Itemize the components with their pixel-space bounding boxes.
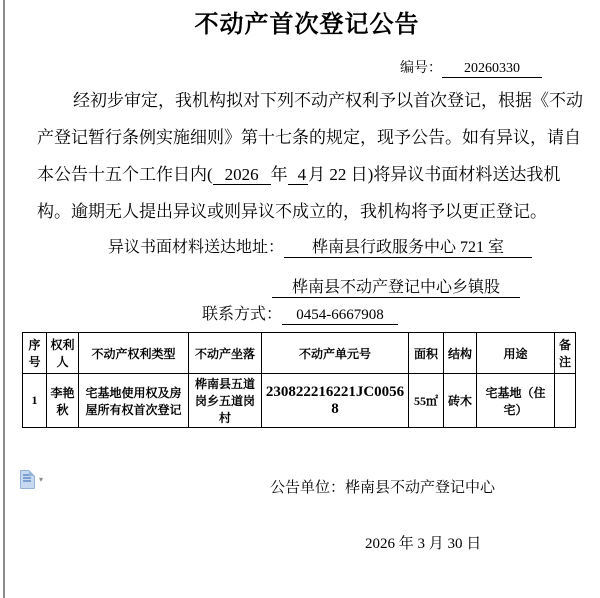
property-table — [22, 332, 576, 428]
paste-options-icon — [20, 470, 35, 489]
col-header-holder: 权利人 — [47, 333, 79, 374]
col-header-remark: 备注 — [555, 333, 576, 374]
announcement-date: 2026 年 3 月 30 日 — [365, 536, 482, 552]
doc-number-line — [400, 57, 542, 78]
col-header-unit-no: 不动产单元号 — [262, 333, 409, 374]
chevron-down-icon: ▾ — [39, 475, 44, 484]
year-blank: 2026 — [213, 165, 271, 185]
col-header-seq: 序号 — [23, 333, 47, 374]
address-line-2 — [272, 274, 520, 298]
paste-options-button[interactable] — [20, 470, 50, 492]
contact-value: 0454-6667908 — [282, 307, 398, 325]
cell-right-type: 宅基地使用权及房屋所有权首次登记 — [79, 374, 189, 428]
col-header-area: 面积 — [409, 333, 444, 374]
address-line-1 — [108, 234, 532, 258]
cell-structure: 砖木 — [444, 374, 477, 428]
doc-number-label: 编号： — [400, 61, 442, 76]
address-label: 异议书面材料送达地址： — [108, 239, 285, 256]
cell-remark — [555, 374, 576, 428]
col-header-usage: 用途 — [477, 333, 555, 374]
table-row — [23, 374, 576, 428]
table-header-row — [23, 333, 576, 374]
contact-label: 联系方式： — [202, 306, 283, 323]
year-suffix: 年 — [270, 165, 288, 184]
date-suffix: 月 22 日)将异议书面材料送达我机 — [308, 165, 561, 184]
month-blank: 4 — [288, 165, 309, 185]
address-value-2: 桦南县不动产登记中心乡镇股 — [272, 274, 520, 298]
address-value-1: 桦南县行政服务中心 721 室 — [284, 234, 532, 258]
body-line-3-text: 本公告十五个工作日内( — [37, 165, 213, 184]
doc-number-value: 20260330 — [442, 61, 542, 78]
col-header-location: 不动产坐落 — [189, 333, 262, 374]
cell-seq: 1 — [23, 374, 47, 428]
body-line-1: 经初步审定，我机构拟对下列不动产权利予以首次登记，根据《不动 — [73, 91, 583, 110]
body-line-2: 产登记暂行条例实施细则》第十七条的规定，现予公告。如有异议，请自 — [37, 128, 581, 147]
page-left-edge — [3, 0, 5, 598]
cell-location: 桦南县五道岗乡五道岗村 — [189, 374, 262, 428]
col-header-right-type: 不动产权利类型 — [79, 333, 189, 374]
body-line-3 — [37, 160, 582, 185]
cell-area: 55㎡ — [409, 374, 444, 428]
contact-line — [202, 301, 398, 325]
col-header-structure: 结构 — [444, 333, 477, 374]
cell-unit-no: 230822216221JC00568 — [262, 374, 409, 428]
cell-holder: 李艳秋 — [47, 374, 79, 428]
cell-usage: 宅基地（住宅） — [477, 374, 555, 428]
announcing-unit-line: 公告单位：桦南县不动产登记中心 — [270, 480, 496, 496]
body-line-4: 构。逾期无人提出异议或则异议不成立的，我机构将予以更正登记。 — [37, 202, 547, 221]
page-title: 不动产首次登记公告 — [194, 12, 420, 38]
